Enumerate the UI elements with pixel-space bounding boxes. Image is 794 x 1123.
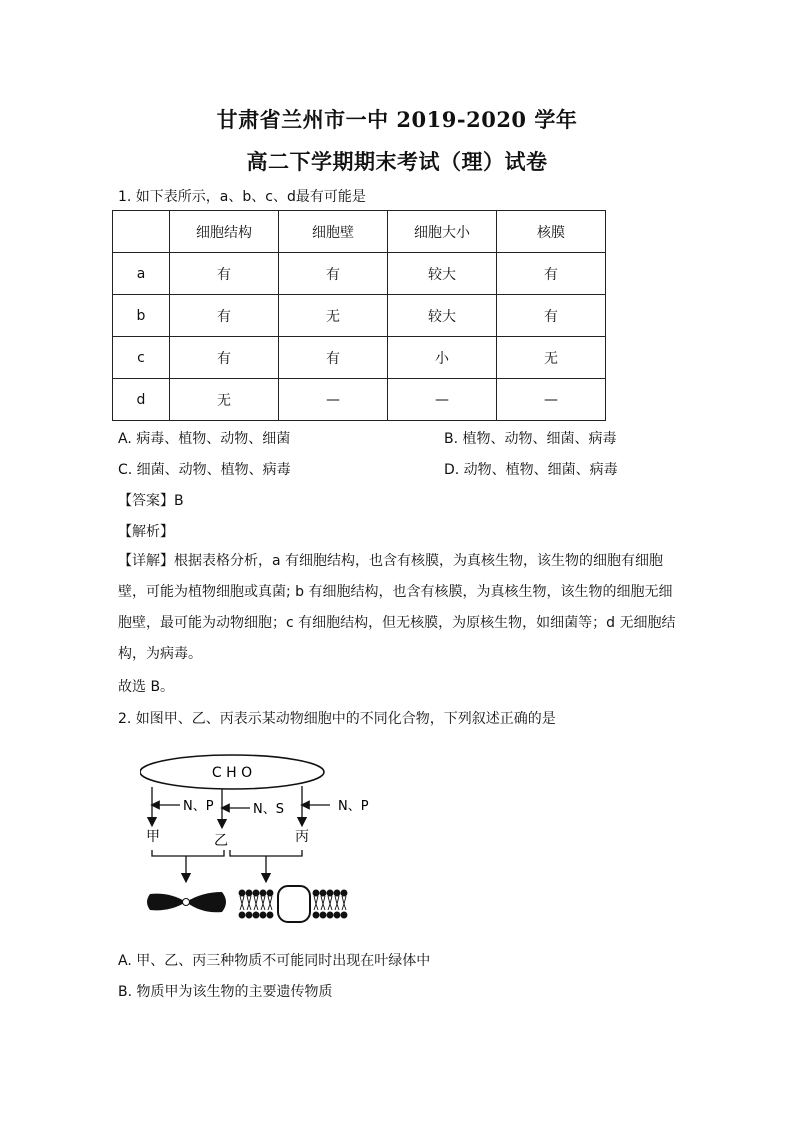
exam-title-line1: 甘肃省兰州市一中 2019-2020 学年 bbox=[216, 107, 578, 132]
table-row bbox=[113, 337, 606, 379]
q1-detail-explanation: 【详解】根据表格分析，a 有细胞结构，也含有核膜，为真核生物，该生物的细胞有细胞壁，可能为植物细胞或真菌; b 有细胞结构，也含有核膜，为真核生物，该生物的细胞无细胞壁，最可能为动物细胞；c 有细胞结构，但无核膜，为原核生物，如细菌等；d 无细胞结构，为病毒。 bbox=[118, 553, 676, 662]
table-cell: 小 bbox=[388, 337, 497, 379]
table-cell: a bbox=[113, 253, 170, 295]
table-cell: 有 bbox=[279, 337, 388, 379]
table-header-row bbox=[113, 211, 606, 253]
table-cell: 无 bbox=[497, 337, 606, 379]
table-cell: — bbox=[279, 379, 388, 421]
table-header-cell: 细胞壁 bbox=[279, 211, 388, 253]
question-1-stem: 1. 如下表所示，a、b、c、d最有可能是 bbox=[118, 189, 366, 205]
table-cell: 有 bbox=[170, 337, 279, 379]
q1-option-d: D. 动物、植物、细菌、病毒 bbox=[444, 462, 618, 478]
table-cell: 无 bbox=[279, 295, 388, 337]
compound-diagram bbox=[140, 752, 400, 932]
question-2-stem: 2. 如图甲、乙、丙表示某动物细胞中的不同化合物，下列叙述正确的是 bbox=[118, 711, 556, 727]
chromosome-icon bbox=[147, 892, 226, 912]
table-cell: — bbox=[388, 379, 497, 421]
table-row bbox=[113, 295, 606, 337]
table-row bbox=[113, 253, 606, 295]
label-bing: 丙 bbox=[295, 829, 309, 845]
table-cell: 有 bbox=[497, 253, 606, 295]
table-cell: 有 bbox=[170, 253, 279, 295]
label-yi: 乙 bbox=[214, 833, 228, 849]
table-header-cell: 细胞结构 bbox=[170, 211, 279, 253]
q2-option-a: A. 甲、乙、丙三种物质不可能同时出现在叶绿体中 bbox=[118, 953, 431, 969]
q1-option-b: B. 植物、动物、细菌、病毒 bbox=[444, 431, 617, 447]
q1-option-c: C. 细菌、动物、植物、病毒 bbox=[118, 462, 291, 478]
table-cell: d bbox=[113, 379, 170, 421]
q1-conclusion: 故选 B。 bbox=[118, 679, 175, 695]
table-header-cell bbox=[113, 211, 170, 253]
bracket-jia-yi bbox=[152, 850, 224, 856]
table-cell: c bbox=[113, 337, 170, 379]
label-np-right: N、P bbox=[338, 799, 369, 814]
label-jia: 甲 bbox=[146, 829, 160, 845]
table-cell: 有 bbox=[279, 253, 388, 295]
q1-option-a: A. 病毒、植物、动物、细菌 bbox=[118, 431, 291, 447]
q1-analysis-heading: 【解析】 bbox=[118, 524, 174, 540]
cell-membrane-icon bbox=[239, 886, 347, 922]
cho-label: C H O bbox=[211, 765, 253, 781]
table-row bbox=[113, 379, 606, 421]
table-cell: 有 bbox=[170, 295, 279, 337]
table-cell: 较大 bbox=[388, 295, 497, 337]
label-ns: N、S bbox=[253, 802, 284, 817]
bracket-yi-bing bbox=[230, 850, 302, 856]
question-1-table bbox=[112, 210, 606, 421]
table-cell: 有 bbox=[497, 295, 606, 337]
q2-option-b: B. 物质甲为该生物的主要遗传物质 bbox=[118, 984, 333, 1000]
table-header-cell: 核膜 bbox=[497, 211, 606, 253]
table-header-cell: 细胞大小 bbox=[388, 211, 497, 253]
q1-answer: 【答案】B bbox=[118, 493, 184, 509]
exam-title-line2: 高二下学期期末考试（理）试卷 bbox=[246, 149, 548, 174]
table-cell: — bbox=[497, 379, 606, 421]
table-cell: 较大 bbox=[388, 253, 497, 295]
label-np-left: N、P bbox=[183, 799, 214, 814]
table-cell: b bbox=[113, 295, 170, 337]
table-cell: 无 bbox=[170, 379, 279, 421]
